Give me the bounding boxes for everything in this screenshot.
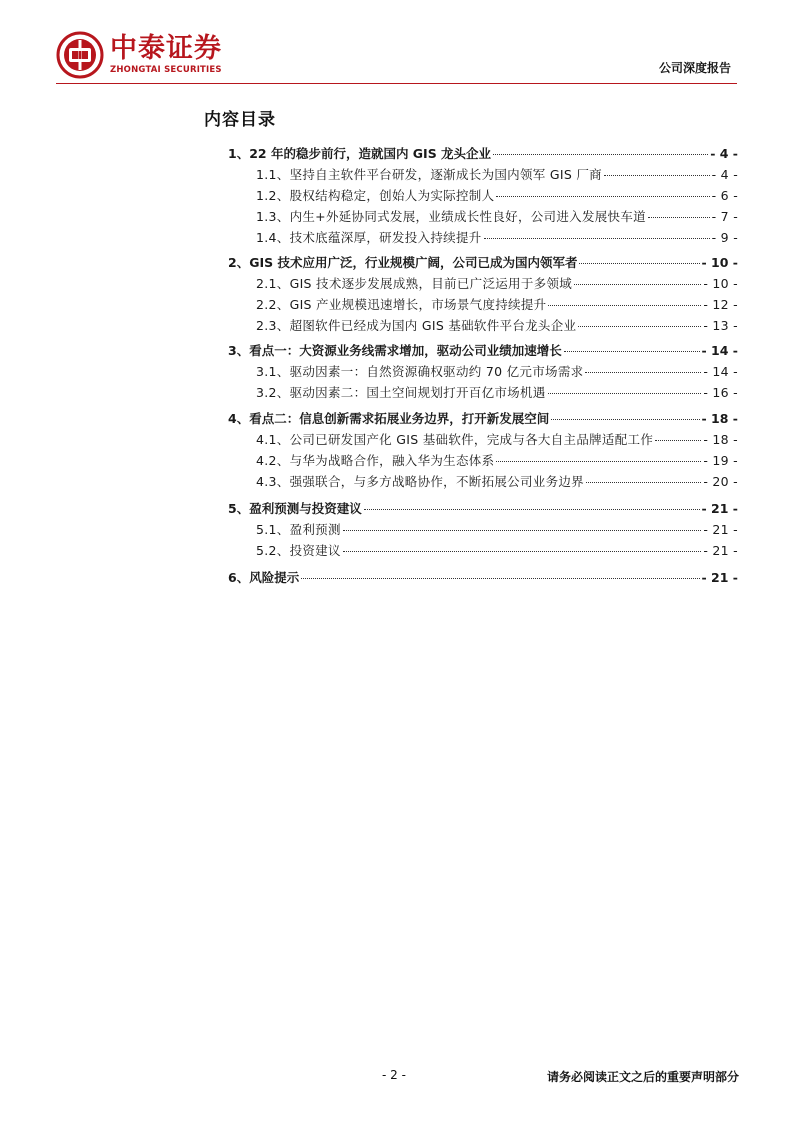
toc-entry-title: 4.1、公司已研发国产化 GIS 基础软件，完成与各大自主品牌适配工作 bbox=[256, 432, 654, 447]
toc-dot-leader bbox=[496, 461, 701, 462]
toc-dot-leader bbox=[343, 551, 702, 552]
toc-entry-page: - 16 - bbox=[703, 385, 738, 400]
toc-entry-title: 1.2、股权结构稳定，创始人为实际控制人 bbox=[256, 188, 495, 203]
toc-entry-page: - 4 - bbox=[710, 146, 738, 161]
toc-entry-title: 3、看点一：大资源业务线需求增加，驱动公司业绩加速增长 bbox=[228, 343, 562, 358]
toc-dot-leader bbox=[548, 393, 702, 394]
logo-english-name: ZHONGTAI SECURITIES bbox=[110, 65, 222, 75]
toc-entry-page: - 9 - bbox=[711, 230, 738, 245]
toc-entry-title: 3.2、驱动因素二：国土空间规划打开百亿市场机遇 bbox=[256, 385, 546, 400]
toc-dot-leader bbox=[484, 238, 710, 239]
toc-dot-leader bbox=[648, 217, 710, 218]
toc-title: 内容目录 bbox=[204, 110, 276, 130]
toc-dot-leader bbox=[585, 372, 701, 373]
toc-entry-title: 1、22 年的稳步前行，造就国内 GIS 龙头企业 bbox=[228, 146, 492, 161]
toc-entry[interactable] bbox=[228, 569, 738, 587]
toc-entry-title: 5.1、盈利预测 bbox=[256, 522, 341, 537]
toc-entry-page: - 21 - bbox=[703, 543, 738, 558]
toc-dot-leader bbox=[586, 482, 701, 483]
toc-entry[interactable] bbox=[228, 410, 738, 428]
toc-entry-page: - 7 - bbox=[711, 209, 738, 224]
zhongtai-logo-icon bbox=[56, 31, 104, 79]
toc-entry[interactable] bbox=[256, 542, 738, 560]
toc-dot-leader bbox=[655, 440, 701, 441]
toc-entry-page: - 18 - bbox=[701, 411, 738, 426]
toc-entry-title: 5、盈利预测与投资建议 bbox=[228, 501, 362, 516]
toc-entry-title: 4.3、强强联合，与多方战略协作，不断拓展公司业务边界 bbox=[256, 474, 584, 489]
toc-entry[interactable] bbox=[256, 187, 738, 205]
report-type-label: 公司深度报告 bbox=[658, 61, 731, 75]
toc-entry[interactable] bbox=[256, 363, 738, 381]
toc-dot-leader bbox=[496, 196, 709, 197]
toc-entry[interactable] bbox=[228, 342, 738, 360]
toc-entry-page: - 10 - bbox=[701, 255, 738, 270]
toc-entry-page: - 4 - bbox=[711, 167, 738, 182]
toc-entry[interactable] bbox=[228, 500, 738, 518]
toc-entry[interactable] bbox=[256, 473, 738, 491]
toc-dot-leader bbox=[579, 263, 699, 264]
toc-dot-leader bbox=[343, 530, 702, 531]
header-divider bbox=[56, 83, 737, 84]
toc-entry-title: 2.1、GIS 技术逐步发展成熟，目前已广泛运用于多领域 bbox=[256, 276, 573, 291]
toc-dot-leader bbox=[564, 351, 700, 352]
toc-entry-page: - 14 - bbox=[701, 343, 738, 358]
toc-entry-page: - 12 - bbox=[703, 297, 738, 312]
toc-entry[interactable] bbox=[256, 317, 738, 335]
toc-entry-title: 6、风险提示 bbox=[228, 570, 300, 585]
toc-entry[interactable] bbox=[256, 166, 738, 184]
toc-entry-title: 2、GIS 技术应用广泛，行业规模广阔，公司已成为国内领军者 bbox=[228, 255, 578, 270]
toc-entry-title: 3.1、驱动因素一：自然资源确权驱动约 70 亿元市场需求 bbox=[256, 364, 584, 379]
toc-entry[interactable] bbox=[256, 452, 738, 470]
toc-entry-title: 4、看点二：信息创新需求拓展业务边界，打开新发展空间 bbox=[228, 411, 550, 426]
toc-entry-page: - 10 - bbox=[703, 276, 738, 291]
toc-entry-title: 1.1、坚持自主软件平台研发，逐渐成长为国内领军 GIS 厂商 bbox=[256, 167, 602, 182]
toc-entry-page: - 20 - bbox=[703, 474, 738, 489]
toc-dot-leader bbox=[578, 326, 701, 327]
footer-disclaimer: 请务必阅读正文之后的重要声明部分 bbox=[546, 1070, 739, 1084]
toc-entry[interactable] bbox=[256, 296, 738, 314]
toc-dot-leader bbox=[548, 305, 701, 306]
toc-entry[interactable] bbox=[256, 275, 738, 293]
toc-entry-page: - 6 - bbox=[711, 188, 738, 203]
toc-entry-page: - 21 - bbox=[701, 570, 738, 585]
toc-entry[interactable] bbox=[228, 145, 738, 163]
toc-entry-title: 2.3、超图软件已经成为国内 GIS 基础软件平台龙头企业 bbox=[256, 318, 577, 333]
toc-dot-leader bbox=[551, 419, 699, 420]
toc-entry-page: - 21 - bbox=[701, 501, 738, 516]
toc-dot-leader bbox=[574, 284, 701, 285]
toc-entry-title: 1.3、内生+外延协同式发展，业绩成长性良好，公司进入发展快车道 bbox=[256, 209, 646, 224]
toc-entry-page: - 21 - bbox=[703, 522, 738, 537]
company-logo bbox=[56, 31, 246, 81]
toc-dot-leader bbox=[604, 175, 710, 176]
toc-entry-title: 5.2、投资建议 bbox=[256, 543, 341, 558]
toc-entry-title: 1.4、技术底蕴深厚，研发投入持续提升 bbox=[256, 230, 482, 245]
toc-dot-leader bbox=[301, 578, 699, 579]
toc-entry[interactable] bbox=[256, 384, 738, 402]
toc-entry[interactable] bbox=[228, 254, 738, 272]
toc-entry-page: - 19 - bbox=[703, 453, 738, 468]
toc-entry[interactable] bbox=[256, 521, 738, 539]
toc-entry-page: - 14 - bbox=[703, 364, 738, 379]
toc-dot-leader bbox=[493, 154, 708, 155]
logo-chinese-name: 中泰证券 bbox=[110, 33, 222, 64]
toc-entry[interactable] bbox=[256, 208, 738, 226]
page-number: - 2 - bbox=[382, 1068, 406, 1082]
toc-entry[interactable] bbox=[256, 229, 738, 247]
toc-entry-page: - 18 - bbox=[703, 432, 738, 447]
toc-dot-leader bbox=[364, 509, 700, 510]
toc-entry[interactable] bbox=[256, 431, 738, 449]
toc-entry-page: - 13 - bbox=[703, 318, 738, 333]
toc-entry-title: 4.2、与华为战略合作，融入华为生态体系 bbox=[256, 453, 495, 468]
toc-entry-title: 2.2、GIS 产业规模迅速增长，市场景气度持续提升 bbox=[256, 297, 547, 312]
